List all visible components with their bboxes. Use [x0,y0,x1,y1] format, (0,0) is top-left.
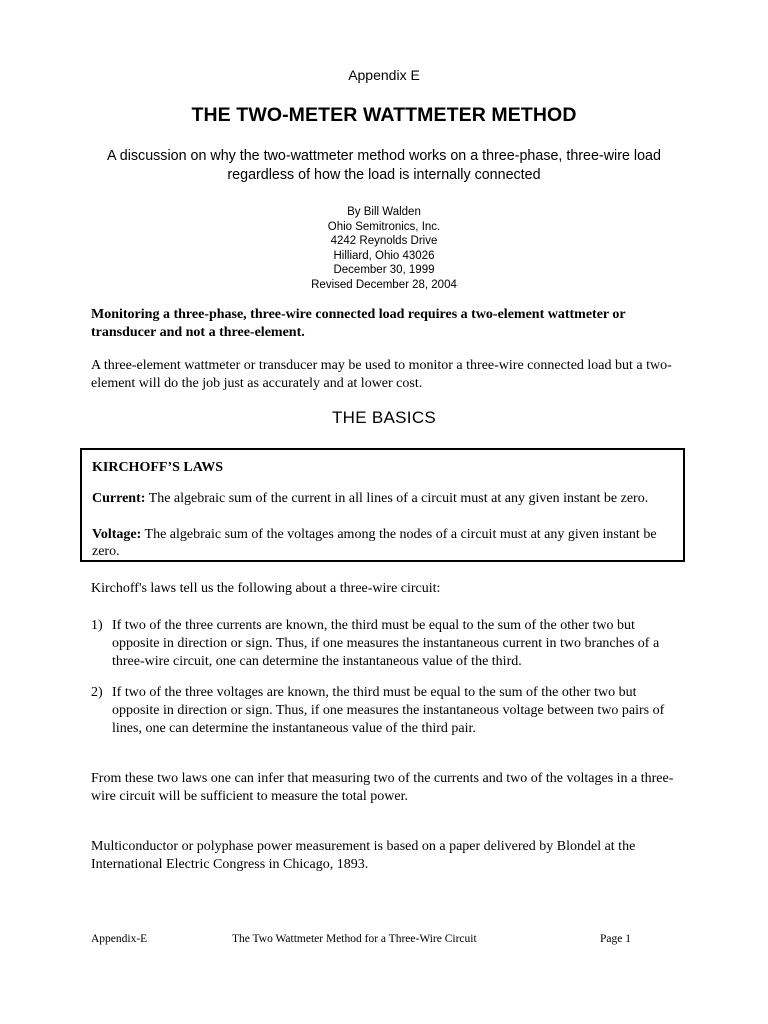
kirchoff-laws-box [80,448,685,562]
subtitle-line-2: regardless of how the load is internally connected [227,167,541,183]
author-date: December 30, 1999 [333,264,435,277]
list-item-text: If two of the three currents are known, the third must be equal to the sum of the other two but opposite in direction or sign. Thus, if one measures the instantaneous current in two branches of a three-wire circuit, one can determine the instantaneous value of the third. [112,618,660,669]
section-heading: THE BASICS [331,408,437,427]
paragraph-infer: From these two laws one can infer that measuring two of the currents and two of the voltages in a three-wire circuit will be sufficient to measure the total power. [91,771,674,804]
author-street: 4242 Reynolds Drive [330,235,438,248]
kirchoff-box-title: KIRCHOFF’S LAWS [92,460,224,475]
lead-bold-statement: Monitoring a three-phase, three-wire connected load requires a two-element wattmeter or transducer and not a three-element. [91,307,626,340]
list-item-text: If two of the three voltages are known, the third must be equal to the sum of the other two but opposite in direction or sign. Thus, if one measures the instantaneous voltage between two pairs of lines, one can determine the instantaneous value of the third pair. [112,685,665,736]
author-block [0,205,768,293]
footer-left: Appendix-E [91,933,148,945]
subtitle [0,147,768,185]
author-city: Hilliard, Ohio 43026 [333,249,435,262]
lead-paragraph: A three-element wattmeter or transducer may be used to monitor a three-wire connected load but a two-element will do the job just as accurately and at lower cost. [91,358,672,391]
footer-center: The Two Wattmeter Method for a Three-Wire Circuit [232,933,477,945]
appendix-label: Appendix E [348,67,420,83]
subtitle-line-1: A discussion on why the two-wattmeter method works on a three-phase, three-wire load [107,148,661,164]
author-company: Ohio Semitronics, Inc. [327,220,441,233]
list-intro: Kirchoff's laws tell us the following about a three-wire circuit: [91,581,441,596]
page-title: THE TWO-METER WATTMETER METHOD [191,104,577,126]
footer-page-number: Page 1 [600,933,631,945]
current-law-text: The algebraic sum of the current in all lines of a circuit must at any given instant be zero. [145,491,649,506]
kirchoff-voltage-law [92,526,677,560]
paragraph-blondel: Multiconductor or polyphase power measurement is based on a paper delivered by Blondel at the International Electric Congress in Chicago, 1893. [91,839,636,872]
kirchoff-current-law [92,490,677,507]
author-byline: By Bill Walden [347,206,421,218]
author-revised-date: Revised December 28, 2004 [311,278,457,291]
list-item-number: 2) [91,685,103,700]
voltage-label: Voltage: [92,527,142,542]
list-item-number: 1) [91,618,103,633]
current-label: Current: [92,491,146,506]
voltage-law-text: The algebraic sum of the voltages among the nodes of a circuit must at any given instant be zero. [92,527,657,559]
